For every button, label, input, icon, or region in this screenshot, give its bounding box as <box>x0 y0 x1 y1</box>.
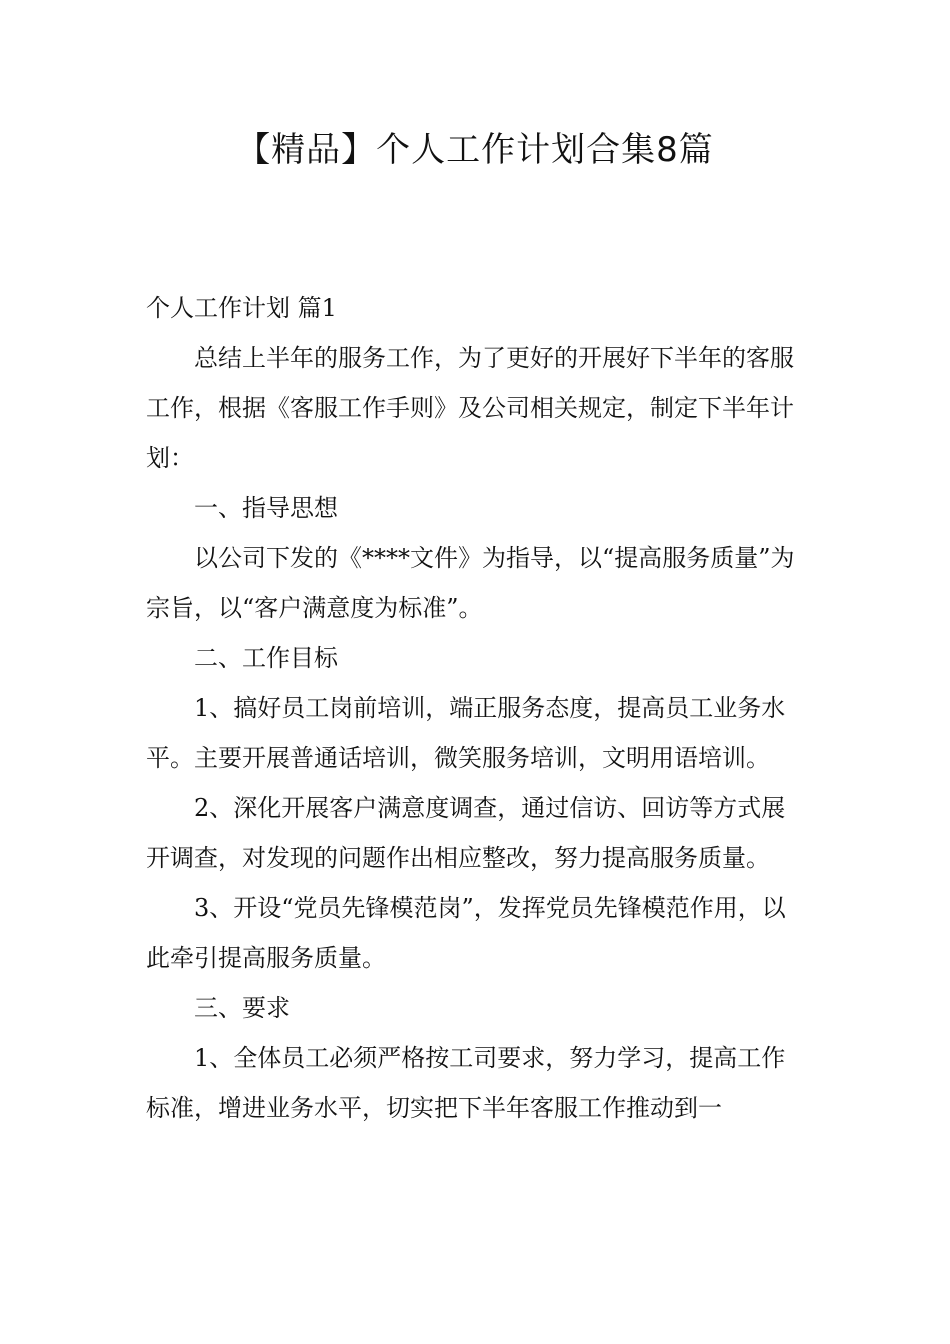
paragraph-goal-3: 3、开设“党员先锋模范岗”，发挥党员先锋模范作用，以此牵引提高服务质量。 <box>146 894 786 972</box>
heading-requirements: 三、要求 <box>194 994 290 1022</box>
document-body <box>146 283 806 1133</box>
section-heading: 个人工作计划 篇1 <box>146 294 337 322</box>
paragraph-guiding-thought: 以公司下发的《****文件》为指导，以“提高服务质量”为宗旨，以“客户满意度为标准”。 <box>146 544 795 622</box>
heading-work-goals: 二、工作目标 <box>194 644 338 672</box>
paragraph-goal-1: 1、搞好员工岗前培训，端正服务态度，提高员工业务水平。主要开展普通话培训，微笑服务培训，文明用语培训。 <box>146 694 786 772</box>
heading-guiding-thought: 一、指导思想 <box>194 494 338 522</box>
paragraph-requirement-1: 1、全体员工必须严格按工司要求，努力学习，提高工作标准，增进业务水平，切实把下半年客服工作推动到一 <box>146 1044 786 1122</box>
paragraph-intro: 总结上半年的服务工作，为了更好的开展好下半年的客服工作，根据《客服工作手则》及公司相关规定，制定下半年计划： <box>146 344 794 472</box>
paragraph-goal-2: 2、深化开展客户满意度调查，通过信访、回访等方式展开调查，对发现的问题作出相应整改，努力提高服务质量。 <box>146 794 786 872</box>
document-title: 【精品】个人工作计划合集8篇 <box>236 130 714 170</box>
